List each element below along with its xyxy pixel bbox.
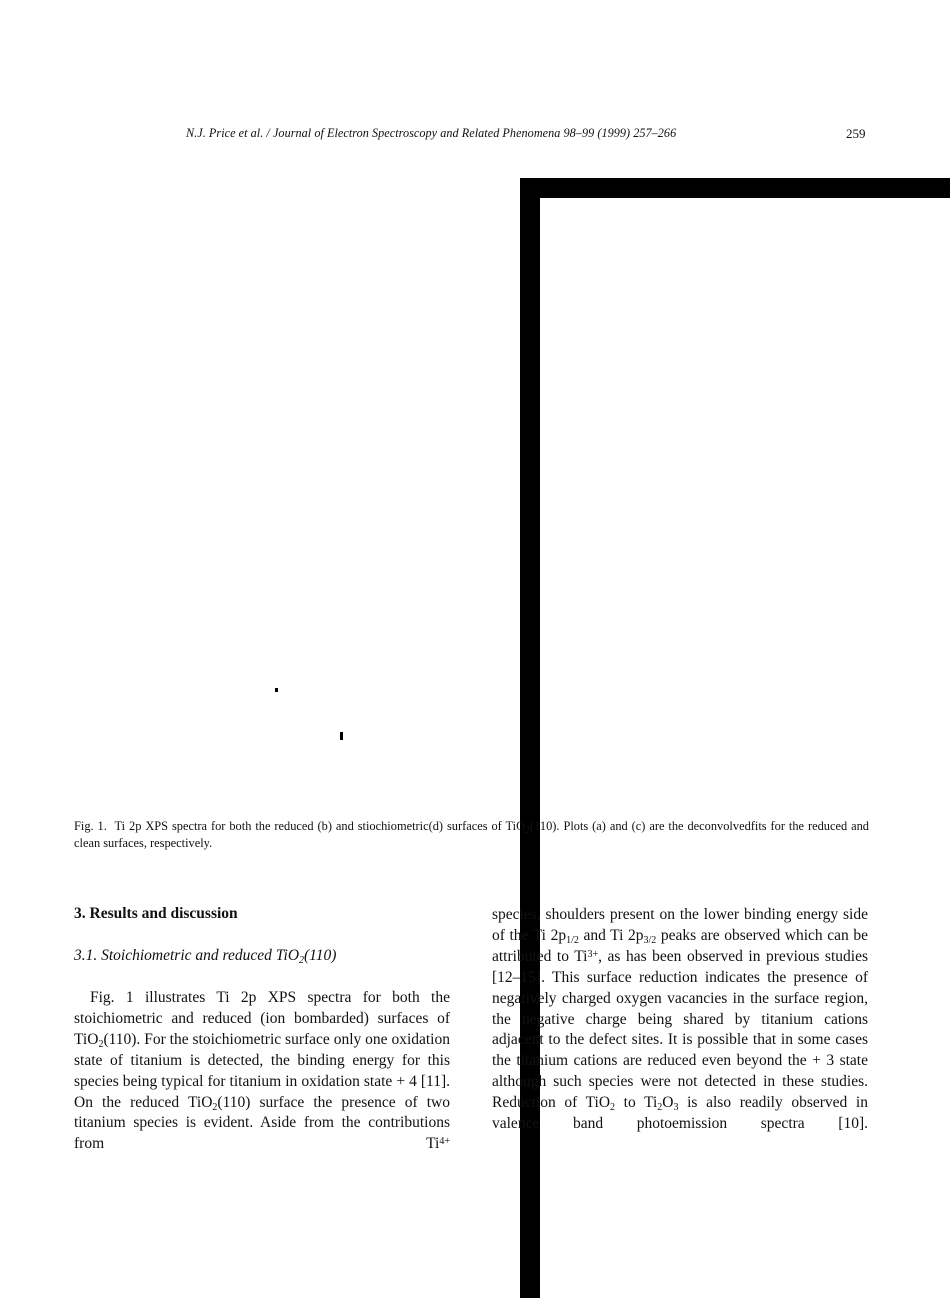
page-number: 259 [846,126,866,141]
figure-caption: Fig. 1. Ti 2p XPS spectra for both the reduced (b) and stiochiometric(d) surfaces of TiO$_2$(110). Plots (a) and (c) are the deconvolvedfits for the reduced and clean surfaces, respectively. [74,819,869,850]
caption-label: Fig. 1. [74,819,107,833]
left-column-text: Fig. 1 illustrates Ti 2p XPS spectra for both the stoichiometric and reduced (ion bombarded) surfaces of TiO$_2$(110). For the stoichiometric surface only one oxidation state of titanium is detected, the binding energy for this species being typical for titanium in oxidation state + 4 [11]. On the reduced TiO$_2$(110) surface the presence of two titanium species is evident. Aside from the contributions from $Ti^{4+}$ [74,989,450,1153]
right-column-text: species, shoulders present on the lower binding energy side of the Ti $2p_{1/2}$ and Ti $2p_{3/2}$ peaks are observed which can be attributed to $Ti^{3+}$, as has been observed in previous studies [12–15]. This surface reduction indicates the presence of negatively charged oxygen vacancies in the surface region, the negative charge being shared by titanium cations adjacent to the defect sites. It is possible that in some cases the titanium cations are reduced even beyond the + 3 state although such species were not detected in these studies. Reduction of TiO$_2$ to $Ti_2O_3$ is also readily observed in valence band photoemission spectra [10]. [492,906,868,1133]
scan-speck [275,688,278,692]
section-heading: 3. Results and discussion [74,905,238,922]
subsection-heading: 3.1. Stoichiometric and reduced TiO$_2$(110) [74,947,337,966]
scan-speck [340,732,343,740]
running-header: N.J. Price et al. / Journal of Electron Spectroscopy and Related Phenomena 98–99 (1999) 257–266 [186,126,677,140]
figure-frame-top [520,178,950,198]
